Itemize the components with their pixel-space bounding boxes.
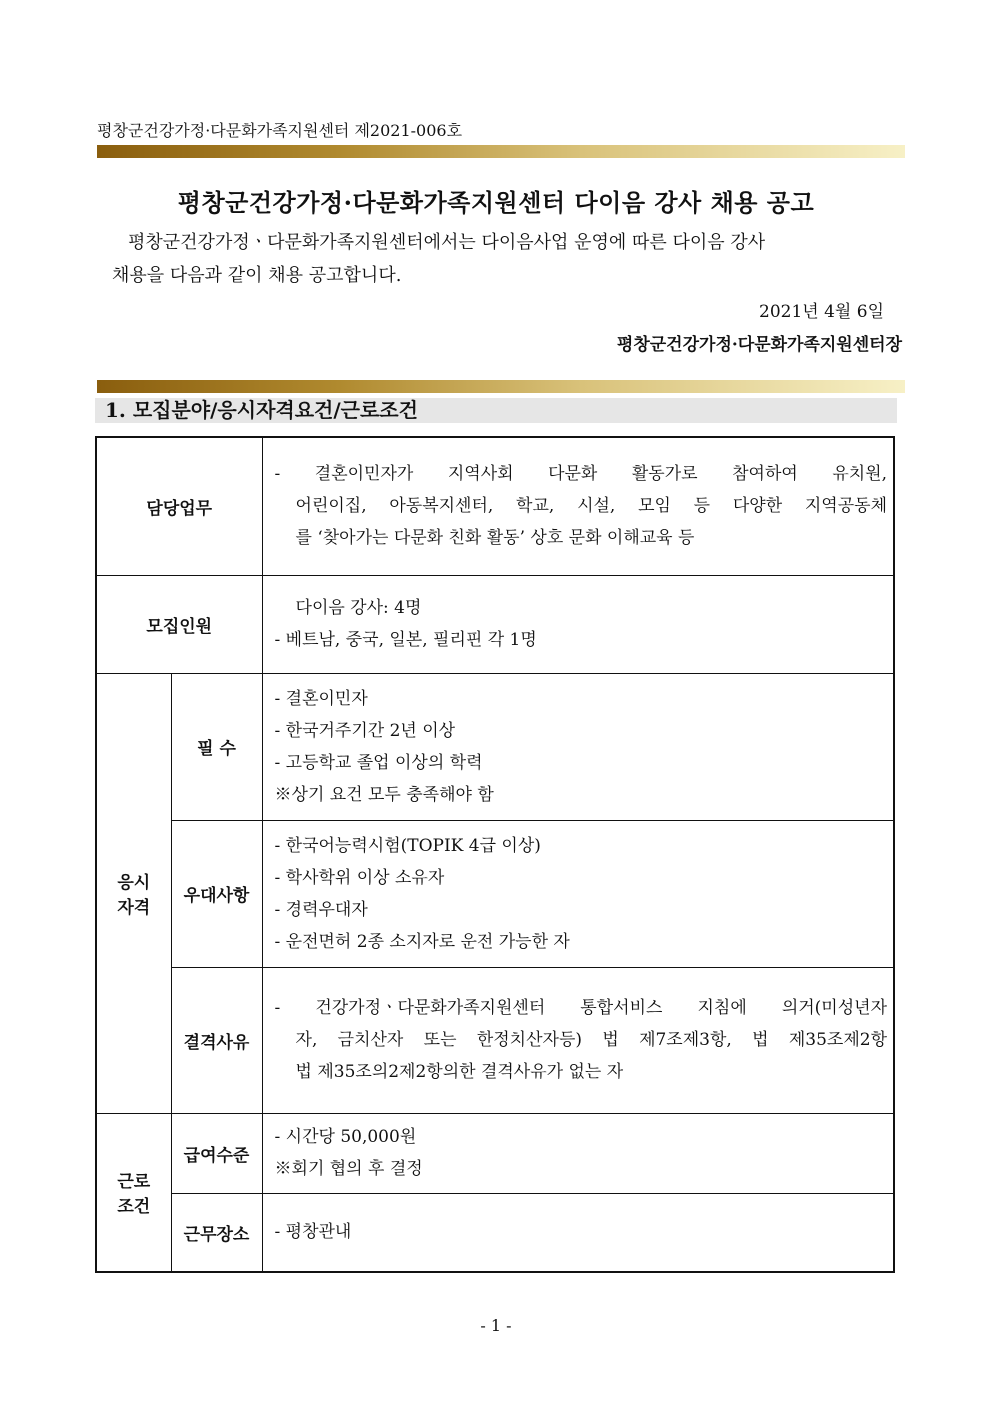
recruitment-table xyxy=(95,436,895,1273)
disqualification-line-2: 자, 금치산자 또는 한정치산자등) 법 제7조제3항, 법 제35조제2항 xyxy=(295,1030,887,1050)
list-item: - 한국어능력시험(TOPIK 4급 이상) xyxy=(274,835,541,856)
page-number: - 1 - xyxy=(480,1316,512,1335)
section-heading-1: 1. 모집분야/응시자격요건/근로조건 xyxy=(95,398,897,423)
qualification-label xyxy=(96,673,171,1113)
place-line-1: - 평창관내 xyxy=(274,1222,352,1243)
list-item: - 결혼이민자 xyxy=(274,688,368,709)
place-content xyxy=(262,1193,894,1272)
required-content xyxy=(262,673,894,820)
recruit-content xyxy=(262,575,894,673)
work-label-line-2: 조건 xyxy=(117,1197,151,1218)
table-row-recruit xyxy=(96,575,894,673)
qualification-label-line-2: 자격 xyxy=(117,898,151,918)
disqualification-line-1: - 건강가정ㆍ다문화가족지원센터 통합서비스 지침에 의거(미성년자 xyxy=(274,998,887,1018)
duty-line-3: 를 ‘찾아가는 다문화 친화 활동’ 상호 문화 이해교육 등 xyxy=(295,528,695,549)
table-row-disqualification xyxy=(96,967,894,1113)
list-item: - 경력우대자 xyxy=(274,899,368,920)
list-item: - 운전면허 2종 소지자로 운전 가능한 자 xyxy=(274,931,570,952)
recruit-line-1: 다이음 강사: 4명 xyxy=(295,598,422,618)
duty-line-2: 어린이집, 아동복지센터, 학교, 시설, 모임 등 다양한 지역공동체 xyxy=(295,496,887,517)
table-row-duty xyxy=(96,437,894,575)
announcement-date: 2021년 4월 6일 xyxy=(759,302,884,322)
duty-content xyxy=(262,437,894,575)
pay-label: 급여수준 xyxy=(171,1113,262,1193)
preferred-content xyxy=(262,820,894,967)
intro-paragraph xyxy=(112,226,892,292)
list-item: - 학사학위 이상 소유자 xyxy=(274,867,445,888)
intro-line-2: 채용을 다음과 같이 채용 공고합니다. xyxy=(112,265,402,286)
intro-line-1: 평창군건강가정ㆍ다문화가족지원센터에서는 다이음사업 운영에 따른 다이음 강사 xyxy=(128,232,766,253)
list-item: - 한국거주기간 2년 이상 xyxy=(274,720,456,741)
table-row-place xyxy=(96,1193,894,1272)
work-label xyxy=(96,1113,171,1272)
table-row-preferred xyxy=(96,820,894,967)
disqualification-content xyxy=(262,967,894,1113)
required-note: ※상기 요건 모두 충족해야 함 xyxy=(274,784,494,805)
gold-divider-section xyxy=(97,380,905,393)
disqualification-label: 결격사유 xyxy=(171,967,262,1113)
required-label: 필 수 xyxy=(171,673,262,820)
gold-divider-top xyxy=(97,145,905,158)
work-label-line-1: 근로 xyxy=(117,1172,151,1193)
pay-line-1: - 시간당 50,000원 xyxy=(274,1127,417,1147)
place-label: 근무장소 xyxy=(171,1193,262,1272)
duty-line-1: - 결혼이민자가 지역사회 다문화 활동가로 참여하여 유치원, xyxy=(274,464,887,485)
list-item: - 고등학교 졸업 이상의 학력 xyxy=(274,752,483,773)
pay-content xyxy=(262,1113,894,1193)
sender-signature: 평창군건강가정·다문화가족지원센터장 xyxy=(616,335,902,355)
disqualification-line-3: 법 제35조의2제2항의한 결격사유가 없는 자 xyxy=(295,1062,624,1082)
preferred-label: 우대사항 xyxy=(171,820,262,967)
duty-label: 담당업무 xyxy=(96,437,262,575)
table-row-required xyxy=(96,673,894,820)
page-title: 평창군건강가정·다문화가족지원센터 다이음 강사 채용 공고 xyxy=(177,188,815,217)
qualification-label-line-1: 응시 xyxy=(117,873,151,893)
table-row-pay xyxy=(96,1113,894,1193)
document-number: 평창군건강가정·다문화가족지원센터 제2021-006호 xyxy=(97,121,463,140)
recruit-label: 모집인원 xyxy=(96,575,262,673)
pay-note: ※회기 협의 후 결정 xyxy=(274,1159,423,1179)
recruit-line-2: - 베트남, 중국, 일본, 필리핀 각 1명 xyxy=(274,630,537,650)
